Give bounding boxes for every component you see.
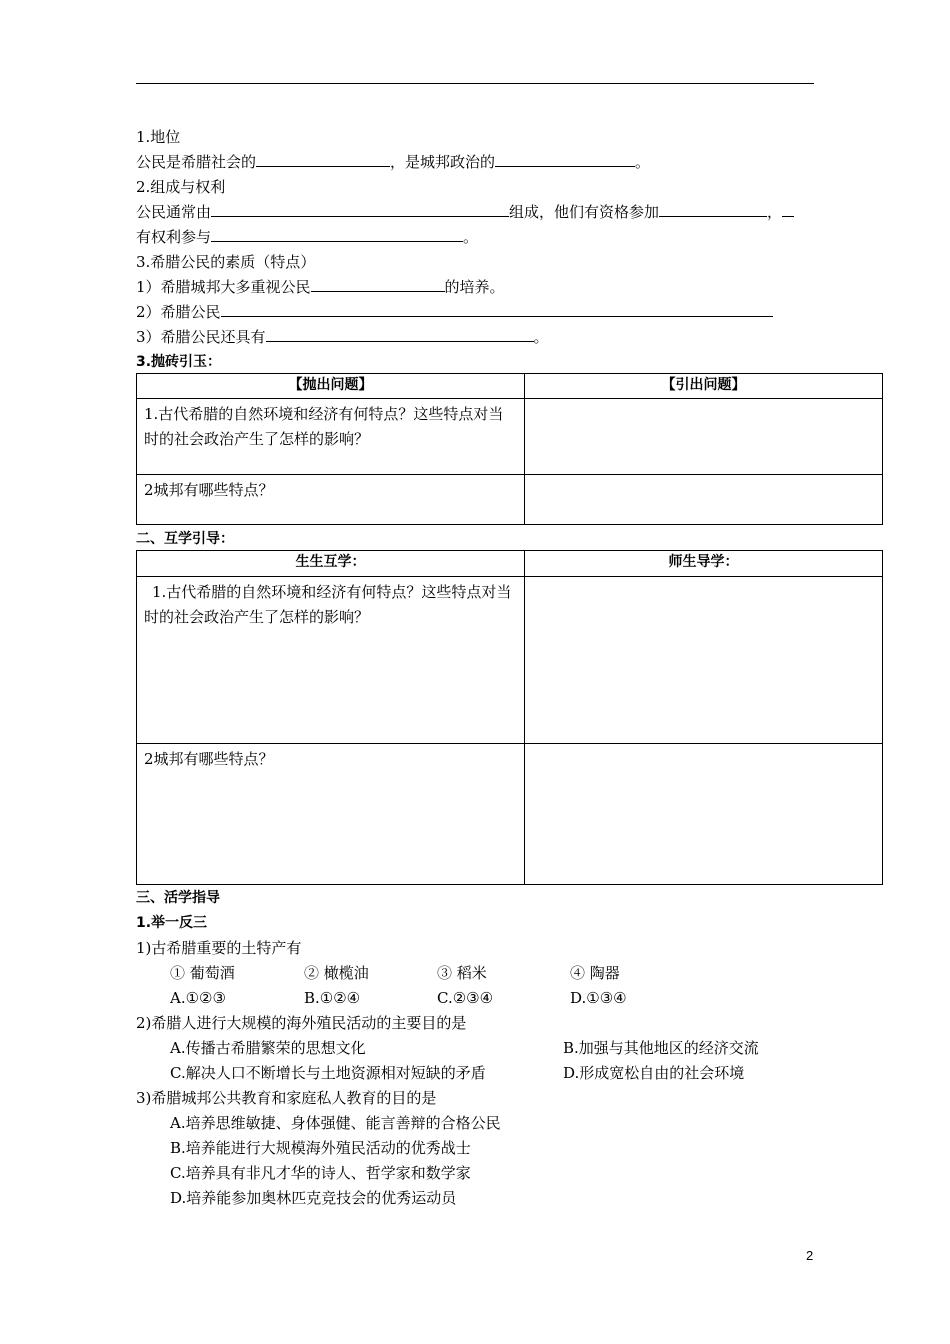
q1-item: ① 葡萄酒 — [170, 964, 235, 982]
quality-line-2: 2）希腊公民 — [136, 302, 773, 322]
q1-item: ② 橄榄油 — [304, 964, 369, 982]
mutual-question-1: 1.古代希腊的自然环境和经济有何特点？这些特点对当时的社会政治产生了怎样的影响？ — [137, 577, 525, 744]
blank-field[interactable] — [659, 202, 767, 217]
blank-field[interactable] — [256, 152, 390, 167]
blank-field[interactable] — [495, 152, 635, 167]
blank-field[interactable] — [311, 277, 445, 292]
brick-col-header: 【抛出问题】 — [137, 374, 525, 399]
practice-title: 三、活学指导 — [136, 890, 220, 906]
blank-field[interactable] — [221, 302, 773, 317]
header-rule — [136, 83, 814, 84]
q1-item: ④ 陶器 — [570, 964, 620, 982]
question-3: 3)希腊城邦公共教育和家庭私人教育的目的是 — [136, 1089, 437, 1107]
q1-option-a[interactable]: A.①②③ — [170, 989, 226, 1007]
mutual-col-header: 生生互学： — [137, 551, 525, 577]
q1-option-d[interactable]: D.①③④ — [570, 989, 627, 1007]
blank-field[interactable] — [211, 227, 463, 242]
blank-field[interactable] — [266, 327, 534, 342]
blank-field[interactable] — [211, 202, 509, 217]
q1-option-c[interactable]: C.②③④ — [437, 989, 494, 1007]
mutual-answer-cell[interactable] — [525, 577, 883, 744]
q2-option-b[interactable]: B.加强与其他地区的经济交流 — [563, 1039, 759, 1057]
brick-table — [136, 373, 883, 525]
question-2: 2)希腊人进行大规模的海外殖民活动的主要目的是 — [136, 1014, 467, 1032]
quality-line-1: 1）希腊城邦大多重视公民 的培养。 — [136, 278, 505, 296]
mutual-col-header: 师生导学： — [525, 551, 883, 577]
mutual-table — [136, 550, 883, 885]
q3-option-a[interactable]: A.培养思维敏捷、身体强健、能言善辩的合格公民 — [170, 1114, 501, 1132]
question-1: 1)古希腊重要的土特产有 — [136, 939, 302, 957]
quality-line-3: 3）希腊公民还具有 。 — [136, 328, 549, 346]
practice-subtitle: 1.举一反三 — [136, 915, 208, 931]
q2-option-c[interactable]: C.解决人口不断增长与土地资源相对短缺的矛盾 — [170, 1064, 486, 1082]
q3-option-d[interactable]: D.培养能参加奥林匹克竞技会的优秀运动员 — [170, 1189, 457, 1207]
heading-status: 1.地位 — [136, 128, 181, 146]
status-line: 公民是希腊社会的 ，是城邦政治的 。 — [136, 153, 651, 171]
heading-qualities: 3.希腊公民的素质（特点） — [136, 253, 316, 271]
rights-line: 有权利参与 。 — [136, 228, 479, 246]
brick-answer-cell[interactable] — [525, 475, 883, 525]
q2-option-a[interactable]: A.传播古希腊繁荣的思想文化 — [170, 1039, 366, 1057]
q3-option-c[interactable]: C.培养具有非凡才华的诗人、哲学家和数学家 — [170, 1164, 471, 1182]
brick-title: 3.抛砖引玉： — [136, 354, 222, 370]
brick-question-2: 2城邦有哪些特点？ — [137, 475, 525, 525]
blank-field[interactable] — [782, 202, 794, 217]
heading-composition: 2.组成与权利 — [136, 178, 226, 196]
brick-question-1: 1.古代希腊的自然环境和经济有何特点？这些特点对当时的社会政治产生了怎样的影响？ — [137, 399, 525, 475]
brick-answer-cell[interactable] — [525, 399, 883, 475]
composition-line: 公民通常由 组成，他们有资格参加 ， — [136, 202, 794, 222]
page-number: 2 — [806, 1248, 814, 1263]
q1-item: ③ 稻米 — [437, 964, 487, 982]
q3-option-b[interactable]: B.培养能进行大规模海外殖民活动的优秀战士 — [170, 1139, 471, 1157]
mutual-title: 二、互学引导： — [136, 531, 234, 547]
mutual-answer-cell[interactable] — [525, 744, 883, 885]
q2-option-d[interactable]: D.形成宽松自由的社会环境 — [563, 1064, 745, 1082]
mutual-question-2: 2城邦有哪些特点？ — [137, 744, 525, 885]
q1-option-b[interactable]: B.①②④ — [304, 989, 361, 1007]
brick-col-header: 【引出问题】 — [525, 374, 883, 399]
